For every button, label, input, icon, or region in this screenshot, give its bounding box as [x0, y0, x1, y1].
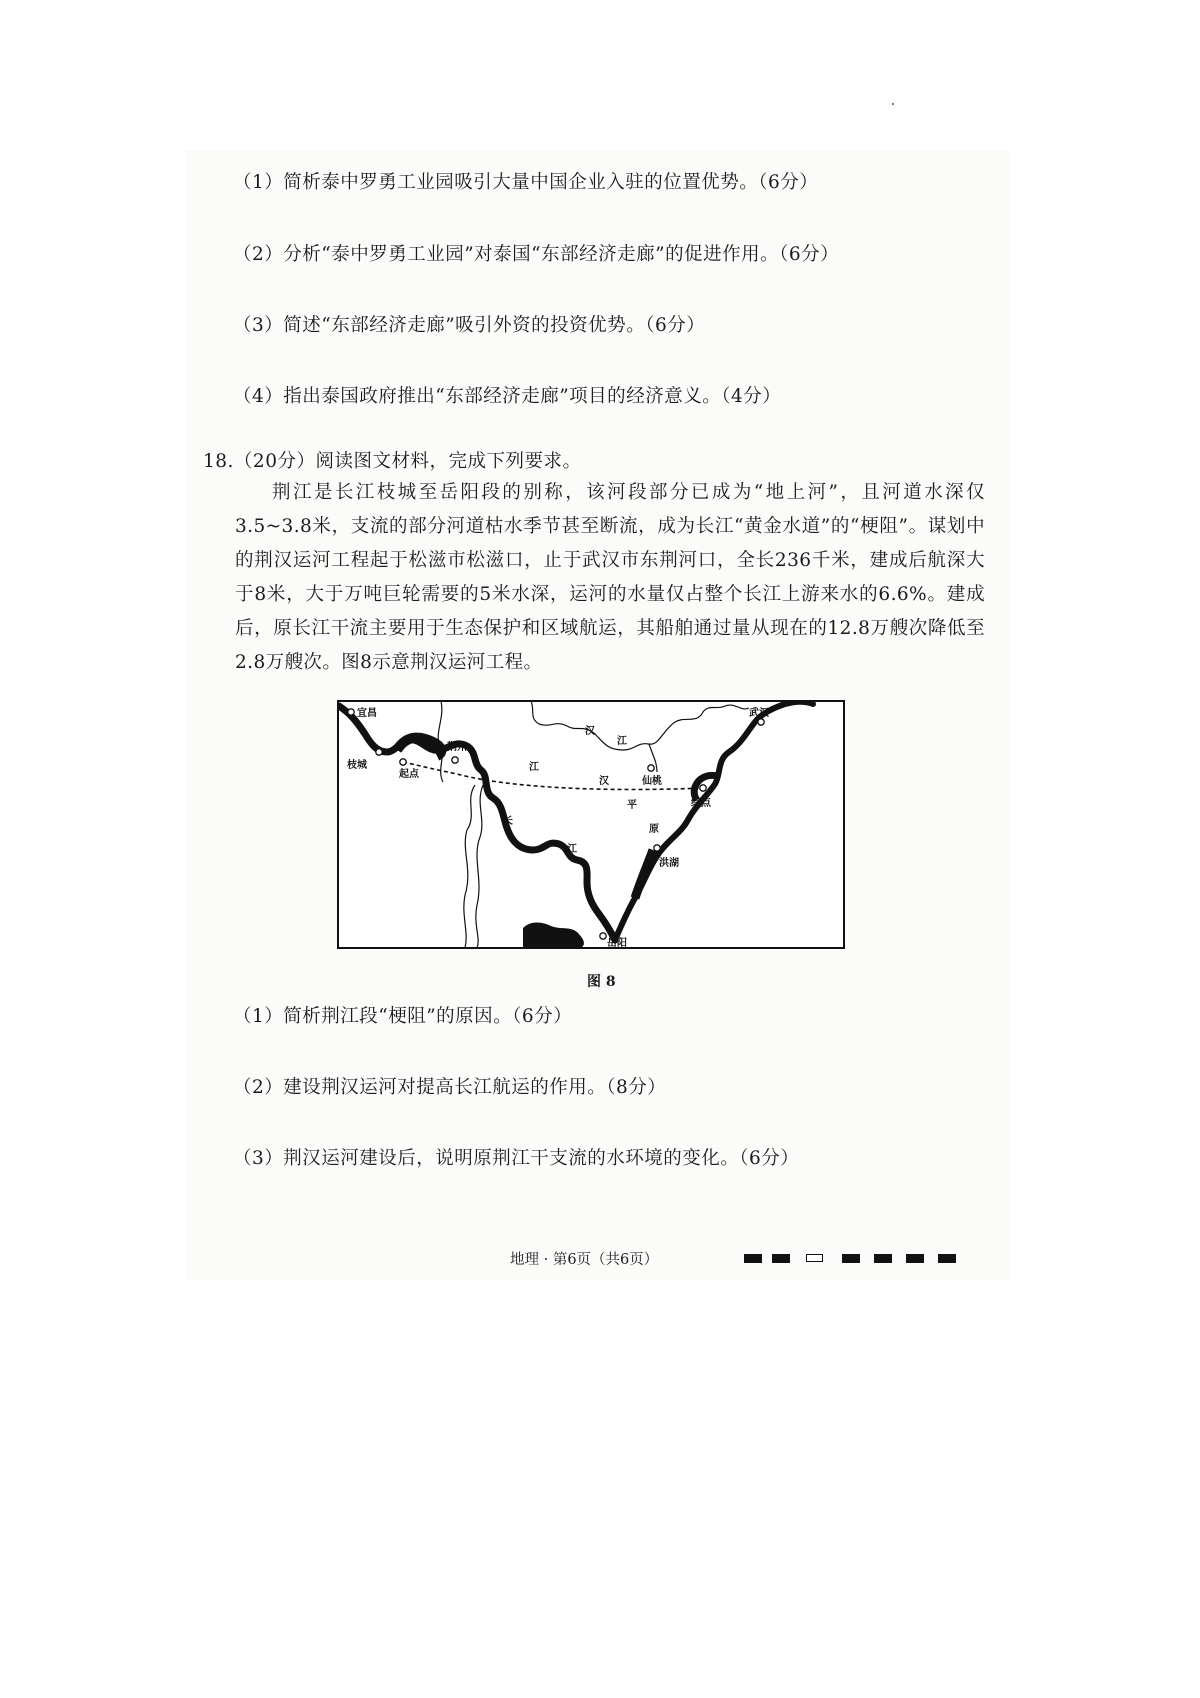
map-label-zhongdian: 终点 [691, 798, 711, 809]
map-char-yuan: 原 [649, 824, 659, 835]
city-marker-xiantao [648, 765, 654, 771]
map-char-han-1: 汉 [599, 776, 609, 787]
map-label-jingzhou: 荆州 [447, 742, 467, 753]
map-label-xiantao: 仙桃 [642, 776, 662, 787]
city-marker-yichang [348, 709, 354, 715]
figure-8-map [337, 700, 847, 950]
q18-passage-text: 荆江是长江枝城至岳阳段的别称，该河段部分已成为“地上河”，且河道水深仅3.5~3.8米，支流的部分河道枯水季节甚至断流，成为长江“黄金水道”的“梗阻”。谋划中的荆汉运河工程起于松滋市松滋口，止于武汉市东荆河口，全长236千米，建成后航深大于8米，大于万吨巨轮需要的5米水深，运河的水量仅占整个长江上游来水的6.6%。建成后，原长江干流主要用于生态保护和区域航运，其船舶通过量从现在的12.8万艘次降低至2.8万艘次。图8示意荆汉运河工程。 [235, 482, 985, 673]
city-marker-honghu [654, 845, 660, 851]
mark-filled [744, 1254, 762, 1263]
map-char-ping: 平 [627, 800, 637, 811]
city-marker-wuhan [758, 719, 764, 725]
city-marker-jingzhou [452, 757, 458, 763]
page-footer: 地理 · 第6页（共6页） [510, 1252, 659, 1268]
q18-passage [235, 476, 985, 680]
q17-sub-question-1: （1）简析泰中罗勇工业园吸引大量中国企业入驻的位置优势。（6分） [233, 172, 819, 193]
scan-speck [892, 103, 894, 105]
q18-heading: 18.（20分）阅读图文材料，完成下列要求。 [203, 451, 582, 472]
city-marker-yueyang [600, 933, 606, 939]
mark-filled [906, 1254, 924, 1263]
mark-filled [938, 1254, 956, 1263]
mark-filled [842, 1254, 860, 1263]
q17-sub-question-2: （2）分析“泰中罗勇工业园”对泰国“东部经济走廊”的促进作用。（6分） [233, 244, 840, 265]
mark-filled [772, 1254, 790, 1263]
map-label-wuhan: 武汉 [749, 708, 769, 719]
map-label-honghu: 洪湖 [659, 858, 679, 869]
map-char-han-2: 汉 [585, 726, 595, 737]
figure-caption: 图 8 [587, 974, 616, 990]
map-char-chang: 长 [503, 816, 513, 827]
city-marker-qidian [400, 759, 406, 765]
q18-sub-question-3: （3）荆汉运河建设后，说明原荆江干支流的水环境的变化。（6分） [233, 1148, 800, 1169]
map-char-jiang-2: 江 [567, 844, 577, 855]
city-marker-zhicheng [376, 749, 382, 755]
city-marker-zhongdian [700, 785, 706, 791]
map-label-zhicheng: 枝城 [347, 760, 367, 771]
map-char-jiang-3: 江 [617, 736, 627, 747]
q17-sub-question-4: （4）指出泰国政府推出“东部经济走廊”项目的经济意义。（4分） [233, 386, 782, 407]
mark-hollow [806, 1254, 823, 1262]
map-label-dongtinghu: 洞庭湖 [535, 932, 565, 943]
map-char-jiang-1: 江 [529, 762, 539, 773]
map-label-yueyang: 岳阳 [607, 938, 627, 949]
q18-sub-question-2: （2）建设荆汉运河对提高长江航运的作用。（8分） [233, 1077, 667, 1098]
q17-sub-question-3: （3）简述“东部经济走廊”吸引外资的投资优势。（6分） [233, 315, 706, 336]
map-label-yichang: 宜昌 [357, 708, 377, 719]
mark-filled [874, 1254, 892, 1263]
map-label-qidian: 起点 [399, 769, 419, 780]
q18-sub-question-1: （1）简析荆江段“梗阻”的原因。（6分） [233, 1006, 573, 1027]
